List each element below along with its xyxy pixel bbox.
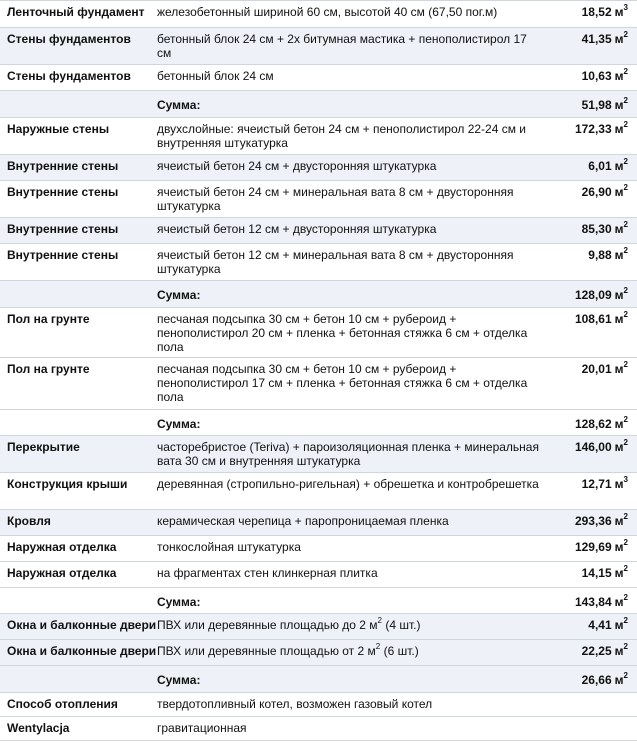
row-value: [533, 362, 628, 376]
table-row: [0, 693, 637, 717]
value-exponent: 2: [623, 246, 628, 255]
description-text: песчаная подсыпка 30 см + бетон 10 см + рубероид + пенополистирол 20 см + пленка + бетонная стяжка 6 см + отделка пола: [157, 312, 528, 354]
value-exponent: 2: [623, 310, 628, 319]
value-unit: м: [614, 540, 624, 554]
value-number: 4,41: [588, 618, 612, 632]
description-tail: (6 шт.): [380, 644, 419, 658]
table-row: [0, 28, 637, 65]
value-number: 129,69: [574, 540, 612, 554]
row-element-name: Окна и балконные двери: [7, 618, 157, 632]
row-value: [533, 288, 628, 302]
description-tail: (4 шт.): [382, 618, 421, 632]
row-element-name: Наружная отделка: [7, 566, 117, 580]
table-row: [0, 717, 637, 741]
description-text: двухслойные: ячеистый бетон 24 см + пенополистирол 22-24 см и внутренняя штукатурка: [157, 122, 527, 150]
table-row: [0, 218, 637, 244]
description-text: ПВХ или деревянные площадью от 2 м: [157, 644, 376, 658]
value-number: 26,90: [581, 185, 612, 199]
row-value: [533, 673, 628, 687]
value-unit: м: [614, 32, 624, 46]
row-description: [157, 32, 542, 60]
value-unit: м: [614, 673, 624, 687]
row-element-name: Внутренние стены: [7, 185, 119, 199]
value-exponent: 2: [623, 438, 628, 447]
value-exponent: 2: [623, 286, 628, 295]
value-number: 14,15: [581, 566, 612, 580]
value-number: 12,71: [581, 477, 612, 491]
description-text: часторебристое (Teriva) + пароизоляционная пленка + минеральная вата 30 см и внутренняя штукатурка: [157, 440, 539, 468]
row-description: [157, 5, 542, 19]
description-text: Сумма:: [157, 417, 201, 431]
value-unit: м: [614, 417, 624, 431]
table-row: [0, 510, 637, 536]
description-text: ПВХ или деревянные площадью до 2 м: [157, 618, 378, 632]
sum-label: [157, 595, 542, 609]
value-exponent: 2: [623, 183, 628, 192]
value-unit: м: [614, 312, 624, 326]
row-element-name: Окна и балконные двери: [7, 644, 157, 658]
sum-label: [157, 98, 542, 112]
value-exponent: 2: [623, 157, 628, 166]
row-value: [533, 595, 628, 609]
row-element-name: Стены фундаментов: [7, 69, 131, 83]
table-row: [0, 614, 637, 640]
table-row: [0, 244, 637, 281]
value-number: 6,01: [588, 159, 612, 173]
value-number: 128,62: [574, 417, 612, 431]
row-value: [533, 122, 628, 136]
row-value: [533, 540, 628, 554]
sum-row: [0, 91, 637, 118]
description-text: тонкослойная штукатурка: [157, 540, 301, 554]
description-text: деревянная (стропильно-ригельная) + обрешетка и контробрешетка: [157, 477, 539, 491]
sum-row: [0, 410, 637, 436]
row-value: [533, 417, 628, 431]
table-row: [0, 0, 637, 28]
value-exponent: 3: [623, 475, 628, 484]
table-row: [0, 308, 637, 358]
row-description: [157, 697, 542, 711]
description-text: гравитационная: [157, 721, 247, 735]
table-row: [0, 436, 637, 473]
value-number: 18,52: [581, 5, 612, 19]
row-description: [157, 122, 542, 150]
sum-row: [0, 588, 637, 614]
row-element-name: Внутренние стены: [7, 248, 119, 262]
value-number: 26,66: [581, 673, 612, 687]
row-element-name: Способ отопления: [7, 697, 118, 711]
row-value: [533, 5, 628, 19]
row-description: [157, 618, 542, 632]
value-unit: м: [614, 248, 624, 262]
table-row: [0, 65, 637, 91]
description-text: песчаная подсыпка 30 см + бетон 10 см + рубероид + пенополистирол 17 см + пленка + бетонная стяжка 6 см + отделка пола: [157, 362, 528, 404]
description-text: твердотопливный котел, возможен газовый котел: [157, 697, 433, 711]
row-description: [157, 362, 542, 404]
value-number: 51,98: [581, 98, 612, 112]
value-unit: м: [614, 185, 624, 199]
row-value: [533, 312, 628, 326]
row-value: [533, 159, 628, 173]
table-row: [0, 562, 637, 588]
value-unit: м: [614, 362, 624, 376]
value-exponent: 3: [623, 3, 628, 12]
row-element-name: Перекрытие: [7, 440, 80, 454]
value-unit: м: [614, 159, 624, 173]
row-value: [533, 185, 628, 199]
description-text: железобетонный шириной 60 см, высотой 40 см (67,50 пог.м): [157, 5, 498, 19]
value-number: 172,33: [574, 122, 612, 136]
value-unit: м: [614, 644, 624, 658]
value-exponent: 2: [623, 360, 628, 369]
row-value: [533, 98, 628, 112]
row-description: [157, 566, 542, 580]
description-exponent: 2: [377, 616, 382, 625]
value-exponent: 2: [623, 120, 628, 129]
description-text: Сумма:: [157, 673, 201, 687]
table-row: [0, 640, 637, 666]
value-number: 146,00: [574, 440, 612, 454]
value-exponent: 2: [623, 671, 628, 680]
row-value: [533, 222, 628, 236]
row-description: [157, 159, 542, 173]
value-exponent: 2: [623, 616, 628, 625]
row-description: [157, 69, 542, 83]
value-exponent: 2: [623, 67, 628, 76]
value-exponent: 2: [623, 642, 628, 651]
value-unit: м: [614, 477, 624, 491]
row-value: [533, 477, 628, 491]
row-value: [533, 644, 628, 658]
row-element-name: Ленточный фундамент: [7, 5, 145, 19]
value-unit: м: [614, 440, 624, 454]
row-element-name: Пол на грунте: [7, 312, 90, 326]
value-number: 85,30: [581, 222, 612, 236]
row-value: [533, 69, 628, 83]
row-description: [157, 440, 542, 468]
row-element-name: Wentylacja: [7, 721, 70, 735]
value-number: 22,25: [581, 644, 612, 658]
sum-label: [157, 673, 542, 687]
description-text: керамическая черепица + паропроницаемая пленка: [157, 514, 449, 528]
table-row: [0, 155, 637, 181]
description-text: Сумма:: [157, 595, 201, 609]
description-text: ячеистый бетон 12 см + двусторонняя штукатурка: [157, 222, 437, 236]
table-row: [0, 181, 637, 218]
value-unit: м: [614, 222, 624, 236]
sum-label: [157, 288, 542, 302]
value-exponent: 2: [623, 415, 628, 424]
row-element-name: Кровля: [7, 514, 51, 528]
row-description: [157, 514, 542, 528]
table-row: [0, 118, 637, 155]
value-exponent: 2: [623, 96, 628, 105]
description-text: Сумма:: [157, 288, 201, 302]
value-unit: м: [614, 288, 624, 302]
value-unit: м: [614, 122, 624, 136]
description-exponent: 2: [375, 642, 381, 651]
description-text: ячеистый бетон 24 см + минеральная вата 8 см + двусторонняя штукатурка: [157, 185, 514, 213]
value-exponent: 2: [623, 512, 628, 521]
row-description: [157, 312, 542, 354]
value-number: 128,09: [574, 288, 612, 302]
row-element-name: Внутренние стены: [7, 159, 119, 173]
row-element-name: Внутренние стены: [7, 222, 119, 236]
value-number: 9,88: [588, 248, 612, 262]
row-value: [533, 440, 628, 454]
row-value: [533, 618, 628, 632]
value-exponent: 2: [623, 220, 628, 229]
value-unit: м: [614, 69, 624, 83]
description-text: Сумма:: [157, 98, 201, 112]
row-description: [157, 540, 542, 554]
row-description: [157, 222, 542, 236]
row-element-name: Стены фундаментов: [7, 32, 131, 46]
value-number: 108,61: [574, 312, 612, 326]
value-exponent: 2: [623, 30, 628, 39]
table-row: [0, 473, 637, 510]
sum-row: [0, 666, 637, 693]
description-text: на фрагментах стен клинкерная плитка: [157, 566, 378, 580]
value-unit: м: [614, 595, 624, 609]
value-number: 41,35: [581, 32, 612, 46]
row-value: [533, 566, 628, 580]
value-unit: м: [614, 566, 624, 580]
value-unit: м: [614, 618, 624, 632]
description-text: ячеистый бетон 24 см + двусторонняя штукатурка: [157, 159, 437, 173]
sum-row: [0, 281, 637, 308]
description-text: бетонный блок 24 см: [157, 69, 274, 83]
value-unit: м: [614, 514, 624, 528]
row-description: [157, 477, 542, 491]
value-unit: м: [614, 5, 624, 19]
value-number: 10,63: [581, 69, 612, 83]
row-value: [533, 514, 628, 528]
row-element-name: Конструкция крыши: [7, 477, 128, 491]
description-text: бетонный блок 24 см + 2x битумная мастика + пенополистирол 17 см: [157, 32, 527, 60]
row-element-name: Наружная отделка: [7, 540, 117, 554]
row-value: [533, 32, 628, 46]
value-exponent: 2: [623, 538, 628, 547]
table-row: [0, 536, 637, 562]
value-number: 293,36: [574, 514, 612, 528]
value-exponent: 2: [623, 564, 628, 573]
row-element-name: Пол на грунте: [7, 362, 90, 376]
table-row: [0, 358, 637, 410]
value-number: 143,84: [574, 595, 612, 609]
value-number: 20,01: [581, 362, 612, 376]
row-description: [157, 185, 542, 213]
description-text: ячеистый бетон 12 см + минеральная вата 8 см + двусторонняя штукатурка: [157, 248, 514, 276]
row-description: [157, 721, 542, 735]
value-unit: м: [614, 98, 624, 112]
value-exponent: 2: [623, 593, 628, 602]
sum-label: [157, 417, 542, 431]
row-description: [157, 248, 542, 276]
row-value: [533, 248, 628, 262]
row-element-name: Наружные стены: [7, 122, 110, 136]
row-description: [157, 644, 542, 658]
